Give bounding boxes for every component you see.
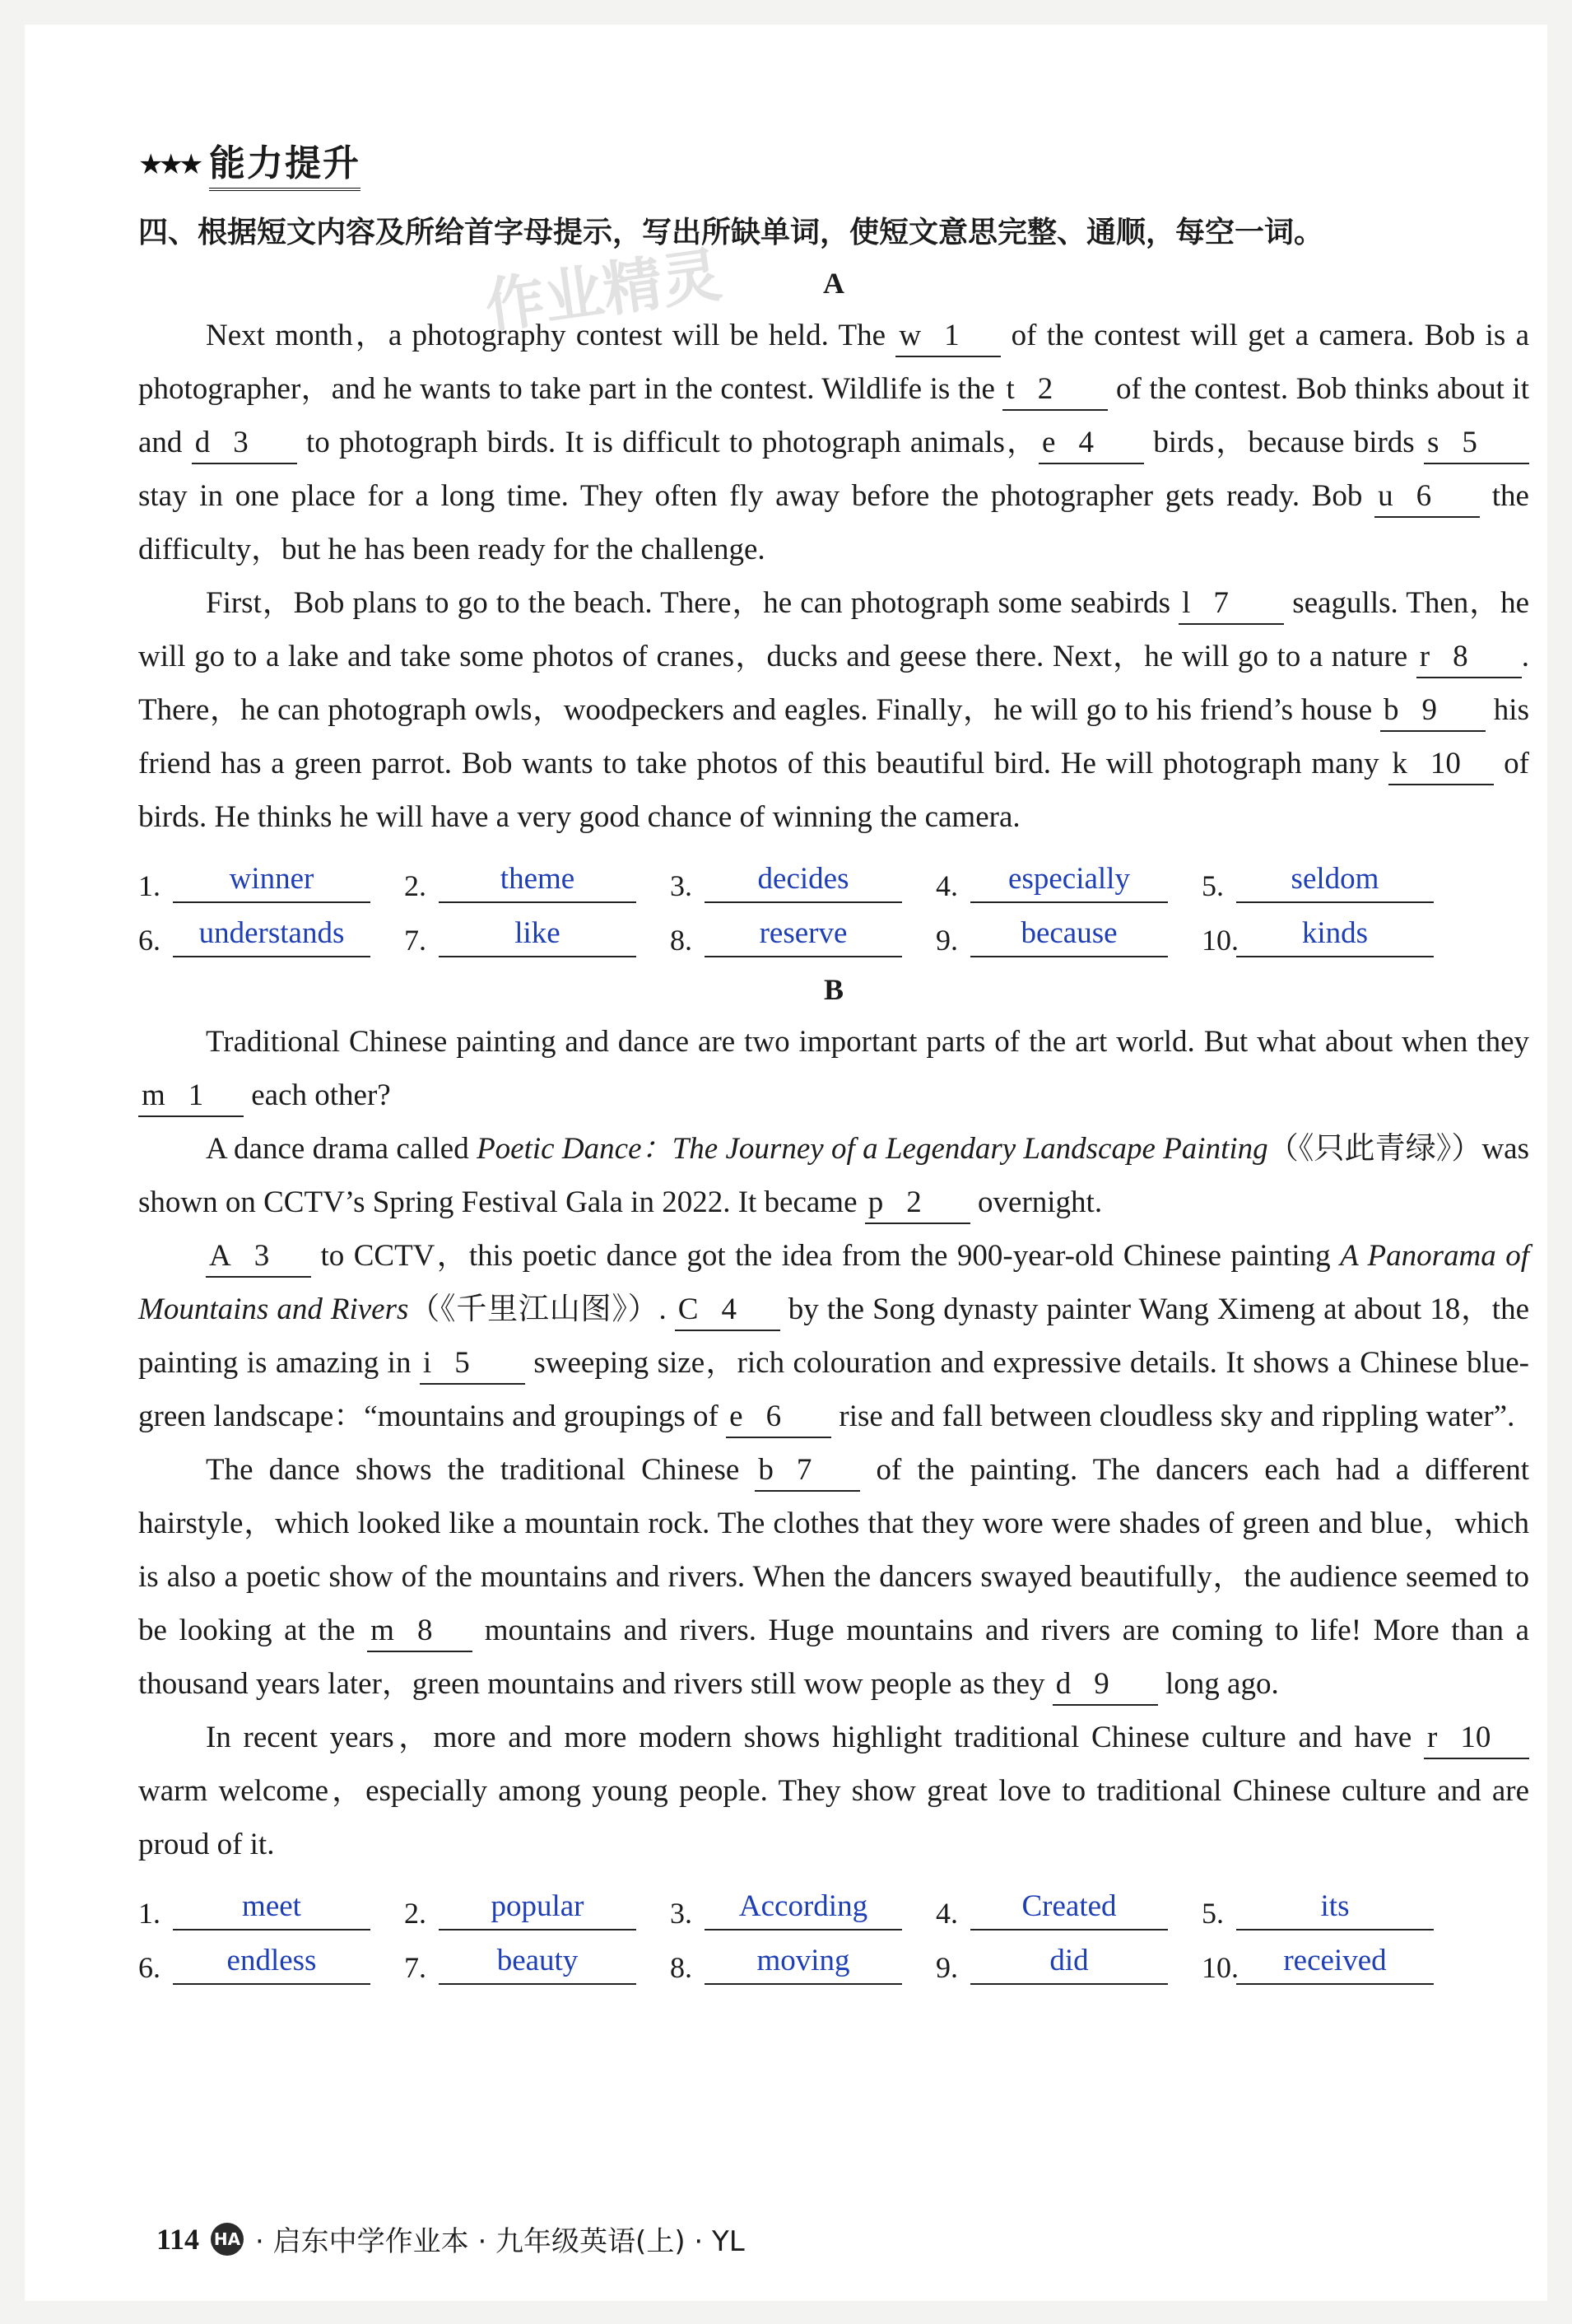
instruction-text: 四、根据短文内容及所给首字母提示，写出所缺单词，使短文意思完整、通顺，每空一词。 xyxy=(138,216,1324,249)
answer-field[interactable]: kinds xyxy=(1236,915,1434,957)
blank-b10[interactable]: r 10 xyxy=(1424,1718,1529,1759)
blank-b6[interactable]: e 6 xyxy=(726,1397,831,1438)
blank-b8[interactable]: m 8 xyxy=(367,1611,472,1652)
answer-field[interactable]: winner xyxy=(173,860,370,903)
blank-b7[interactable]: b 7 xyxy=(755,1451,860,1492)
answer-number: 4. xyxy=(936,869,958,902)
blank-b1[interactable]: m 1 xyxy=(138,1076,244,1117)
answer-row xyxy=(138,903,1529,957)
answer-row xyxy=(138,849,1529,903)
answer-field[interactable]: theme xyxy=(439,860,636,903)
answer-number: 2. xyxy=(404,869,426,902)
answer-row xyxy=(138,1876,1529,1930)
blank-a7[interactable]: l 7 xyxy=(1179,584,1284,625)
answer-field[interactable]: because xyxy=(970,915,1168,957)
answer-item xyxy=(670,1942,936,1985)
part-a-answers xyxy=(138,849,1529,957)
answer-field[interactable]: moving xyxy=(705,1942,902,1985)
answer-field[interactable]: especially xyxy=(970,860,1168,903)
answer-number: 6. xyxy=(138,1951,160,1984)
answer-field[interactable]: did xyxy=(970,1942,1168,1985)
blank-a4[interactable]: e 4 xyxy=(1039,423,1144,464)
answer-item xyxy=(1202,1942,1467,1985)
answer-number: 10. xyxy=(1202,1951,1239,1984)
answer-item xyxy=(404,915,670,957)
answer-number: 4. xyxy=(936,1897,958,1930)
answer-number: 5. xyxy=(1202,869,1224,902)
blank-b2[interactable]: p 2 xyxy=(865,1183,970,1224)
answer-item xyxy=(670,860,936,903)
part-b-paragraph-1: Traditional Chinese painting and dance are two important parts of the art world. But what about when they m 1 each other? xyxy=(138,1015,1529,1122)
answer-number: 3. xyxy=(670,1897,692,1930)
answer-field[interactable]: like xyxy=(439,915,636,957)
answer-number: 2. xyxy=(404,1897,426,1930)
answer-number: 6. xyxy=(138,924,160,957)
answer-number: 7. xyxy=(404,924,426,957)
answer-item xyxy=(936,915,1202,957)
answer-item xyxy=(1202,915,1467,957)
answer-field[interactable]: understands xyxy=(173,915,370,957)
answer-item xyxy=(404,1942,670,1985)
answer-item xyxy=(670,1888,936,1930)
answer-item xyxy=(138,915,404,957)
answer-row xyxy=(138,1930,1529,1985)
blank-b9[interactable]: d 9 xyxy=(1053,1665,1158,1706)
answer-number: 5. xyxy=(1202,1897,1224,1930)
answer-item xyxy=(138,1942,404,1985)
answer-number: 10. xyxy=(1202,924,1239,957)
answer-item xyxy=(1202,860,1467,903)
answer-field[interactable]: beauty xyxy=(439,1942,636,1985)
section-title: 能力提升 xyxy=(209,133,360,191)
page-footer xyxy=(156,2219,745,2259)
section-header xyxy=(138,115,1529,206)
ha-badge-icon: HA xyxy=(211,2223,244,2256)
answer-field[interactable]: endless xyxy=(173,1942,370,1985)
book-title: · 启东中学作业本 · 九年级英语(上) · YL xyxy=(255,2225,745,2258)
answer-number: 8. xyxy=(670,1951,692,1984)
answer-field[interactable]: According xyxy=(705,1888,902,1930)
blank-b4[interactable]: C 4 xyxy=(675,1290,780,1331)
worksheet-page xyxy=(25,25,1547,2301)
part-b-paragraph-3: A 3 to CCTV，this poetic dance got the idea from the 900-year-old Chinese painting A Panorama of Mountains and Rivers（《千里江山图》）. C 4 by the Song dynasty painter Wang Ximeng at about 18，the painting is amazing in i 5 sweeping size，rich colouration and expressive details. It shows a Chinese blue-green landscape：“mountains and groupings of e 6 rise and fall between cloudless sky and rippling water”. xyxy=(138,1229,1529,1443)
watermark: 作业精灵 xyxy=(481,240,726,342)
answer-field[interactable]: Created xyxy=(970,1888,1168,1930)
answer-number: 9. xyxy=(936,924,958,957)
part-b-label: B xyxy=(823,973,844,1006)
answer-item xyxy=(936,1888,1202,1930)
part-a-paragraph-2: First，Bob plans to go to the beach. There，he can photograph some seabirds l 7 seagulls. Then，he will go to a lake and take some photos of cranes，ducks and geese there. Next，he will go to a nature r 8 . There，he can photograph owls，woodpeckers and eagles. Finally，he will go to his friend’s house b 9 his friend has a green parrot. Bob wants to take photos of this beautiful bird. He will photograph many k 10 of birds. He thinks he will have a very good chance of winning the camera. xyxy=(138,576,1529,844)
blank-a2[interactable]: t 2 xyxy=(1002,370,1108,411)
part-a-paragraph-1: Next month，a photography contest will be held. The w 1 of the contest will get a camera. Bob is a photographer，and he wants to take part in the contest. Wildlife is the t 2 of the contest. Bob thinks about it and d 3 to photograph birds. It is difficult to photograph animals， e 4 birds，because birds s 5 stay in one place for a long time. They often fly away before the photographer gets ready. Bob u 6 the difficulty，but he has been ready for the challenge. xyxy=(138,309,1529,576)
answer-item xyxy=(404,1888,670,1930)
answer-item xyxy=(1202,1888,1467,1930)
answer-number: 1. xyxy=(138,1897,160,1930)
blank-b5[interactable]: i 5 xyxy=(420,1344,525,1385)
answer-field[interactable]: decides xyxy=(705,860,902,903)
part-a-label: A xyxy=(823,267,844,300)
blank-a3[interactable]: d 3 xyxy=(192,423,297,464)
blank-b3[interactable]: A 3 xyxy=(206,1237,311,1278)
answer-field[interactable]: reserve xyxy=(705,915,902,957)
answer-item xyxy=(138,1888,404,1930)
blank-a10[interactable]: k 10 xyxy=(1388,744,1494,785)
answer-number: 1. xyxy=(138,869,160,902)
part-b-answers xyxy=(138,1876,1529,1985)
answer-item xyxy=(138,860,404,903)
answer-field[interactable]: its xyxy=(1236,1888,1434,1930)
content-area xyxy=(138,115,1529,1985)
answer-item xyxy=(936,860,1202,903)
answer-field[interactable]: meet xyxy=(173,1888,370,1930)
answer-number: 7. xyxy=(404,1951,426,1984)
answer-number: 3. xyxy=(670,869,692,902)
answer-item xyxy=(404,860,670,903)
answer-field[interactable]: seldom xyxy=(1236,860,1434,903)
answer-field[interactable]: popular xyxy=(439,1888,636,1930)
part-b-paragraph-2: A dance drama called Poetic Dance：The Journey of a Legendary Landscape Painting（《只此青绿》）was shown on CCTV’s Spring Festival Gala in 2022. It became p 2 overnight. xyxy=(138,1122,1529,1229)
blank-a1[interactable]: w 1 xyxy=(895,316,1001,357)
blank-a5[interactable]: s 5 xyxy=(1424,423,1529,464)
blank-a9[interactable]: b 9 xyxy=(1380,691,1486,732)
stars-icon: ★★★ xyxy=(138,148,199,181)
part-b-paragraph-5: In recent years，more and more modern shows highlight traditional Chinese culture and have r 10 warm welcome，especially among young people. They show great love to traditional Chinese culture and are proud of it. xyxy=(138,1711,1529,1871)
answer-item xyxy=(670,915,936,957)
part-b-paragraph-4: The dance shows the traditional Chinese b 7 of the painting. The dancers each had a different hairstyle，which looked like a mountain rock. The clothes that they wore were shades of green and blue，which is also a poetic show of the mountains and rivers. When the dancers swayed beautifully，the audience seemed to be looking at the m 8 mountains and rivers. Huge mountains and rivers are coming to life! More than a thousand years later，green mountains and rivers still wow people as they d 9 long ago. xyxy=(138,1443,1529,1711)
page-number: 114 xyxy=(156,2222,200,2256)
blank-a8[interactable]: r 8 xyxy=(1416,637,1522,678)
answer-item xyxy=(936,1942,1202,1985)
blank-a6[interactable]: u 6 xyxy=(1374,477,1480,518)
answer-number: 9. xyxy=(936,1951,958,1984)
answer-field[interactable]: received xyxy=(1236,1942,1434,1985)
answer-number: 8. xyxy=(670,924,692,957)
